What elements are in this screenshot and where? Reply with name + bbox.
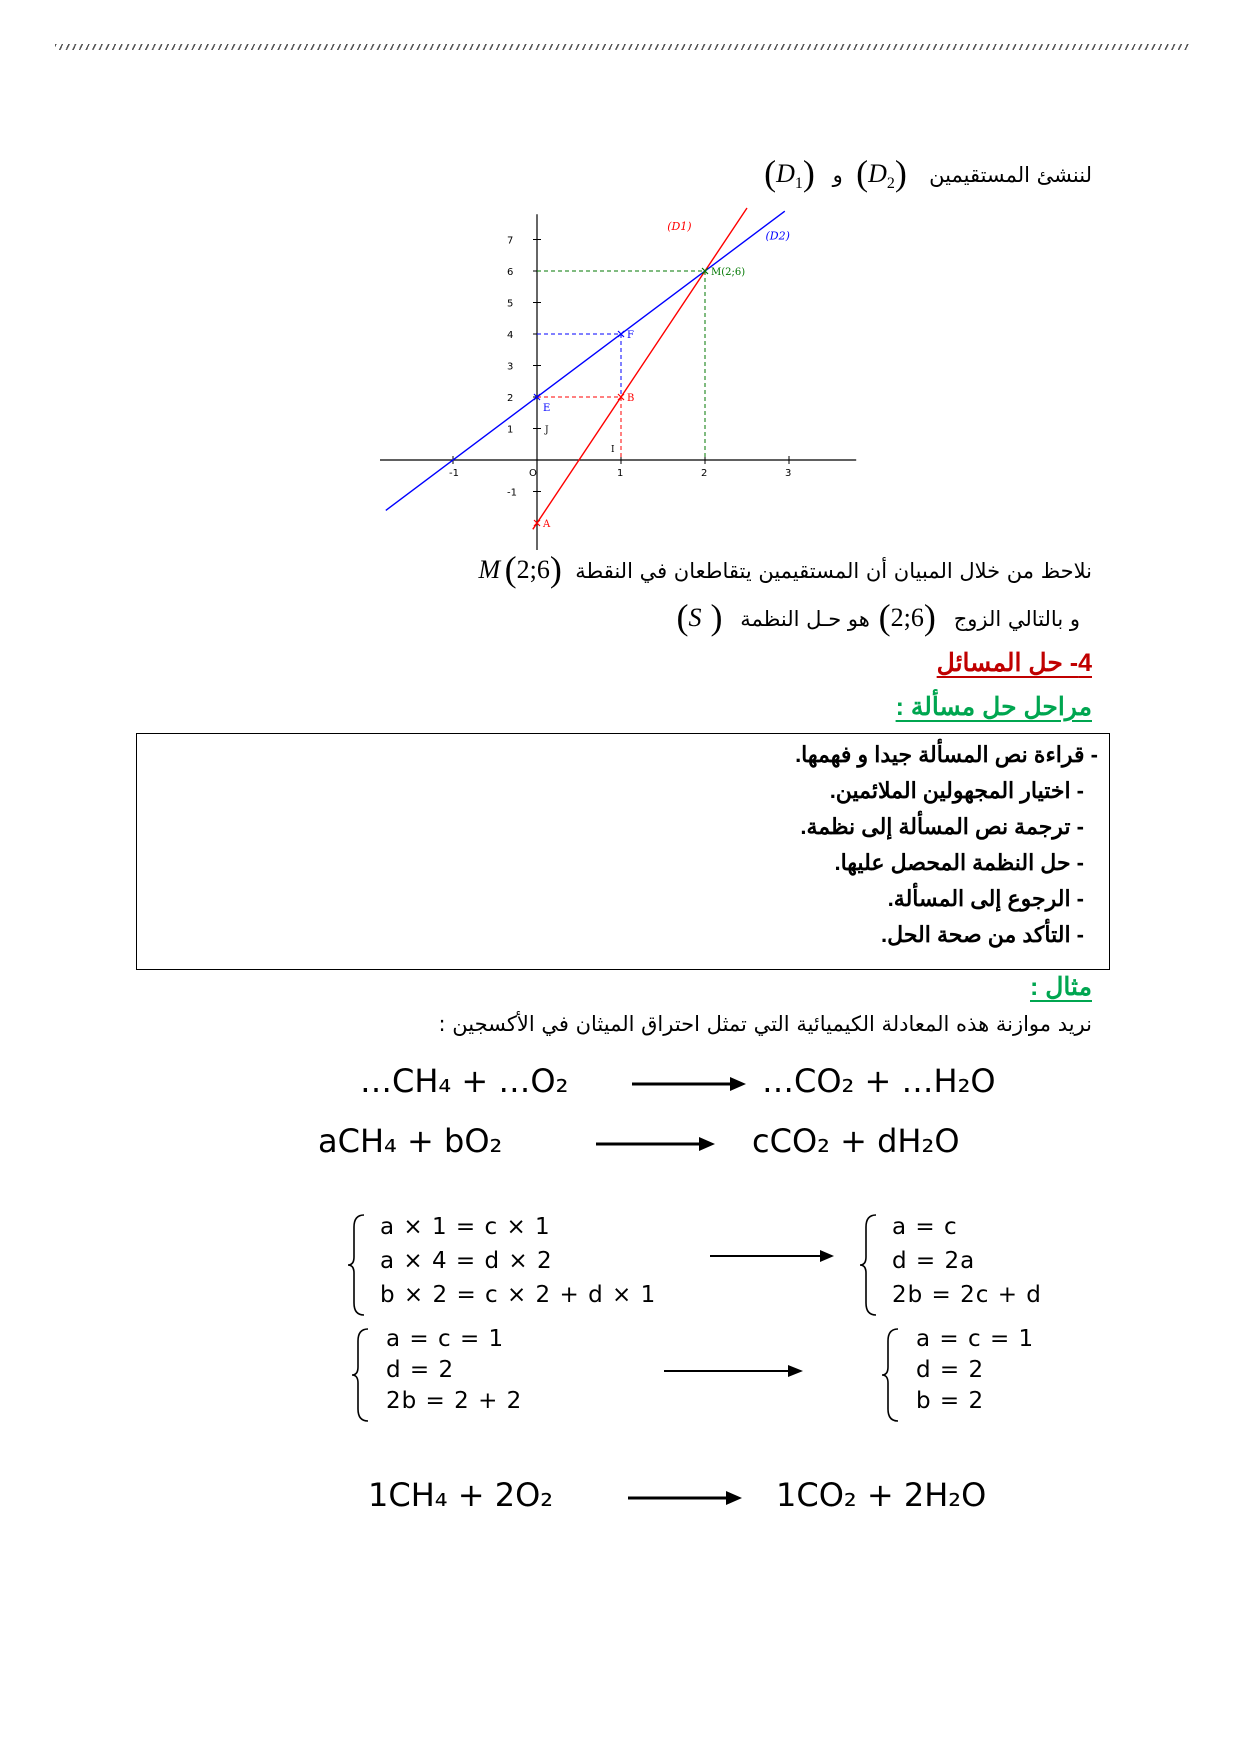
observation-text-a: و بالتالي الزوج bbox=[953, 607, 1080, 631]
reaction-arrow bbox=[628, 1486, 743, 1510]
system-equation: d = 2 bbox=[386, 1357, 455, 1383]
system-equation: a × 1 = c × 1 bbox=[380, 1214, 551, 1240]
line-d2-label: (D2) bbox=[856, 153, 907, 193]
y-tick-label: 7 bbox=[507, 235, 514, 247]
step-item: - التأكد من صحة الحل. bbox=[881, 922, 1084, 947]
y-tick-label: 5 bbox=[507, 298, 514, 310]
left-brace bbox=[350, 1327, 370, 1423]
observation-text-b: هو حـل النظمة bbox=[740, 607, 870, 631]
equation-3-left: 1CH₄ + 2O₂ bbox=[368, 1476, 554, 1514]
system-equation: b = 2 bbox=[916, 1388, 985, 1414]
x-tick-label: 1 bbox=[617, 468, 624, 479]
system-equation: b × 2 = c × 2 + d × 1 bbox=[380, 1282, 657, 1308]
observation-line-1 bbox=[479, 548, 1092, 590]
system-equation: 2b = 2c + d bbox=[892, 1282, 1042, 1308]
x-tick-label: O bbox=[529, 468, 537, 479]
system-label: (S ) bbox=[676, 597, 723, 637]
system-equation: d = 2 bbox=[916, 1357, 985, 1383]
system-4 bbox=[916, 1324, 1034, 1417]
equation-3-right: 1CO₂ + 2H₂O bbox=[776, 1476, 987, 1514]
observation-line-2 bbox=[676, 596, 1080, 638]
series-line bbox=[533, 208, 747, 529]
system-1 bbox=[380, 1210, 656, 1312]
equation-2-right: cCO₂ + dH₂O bbox=[752, 1122, 960, 1160]
implies-arrow bbox=[710, 1247, 835, 1265]
point-label: F bbox=[627, 330, 634, 341]
y-tick-label: 6 bbox=[507, 267, 514, 278]
example-intro: نريد موازنة هذه المعادلة الكيميائية التي تمثل احتراق الميثان في الأكسجين : bbox=[438, 1012, 1092, 1036]
step-item: - حل النظمة المحصل عليها. bbox=[834, 850, 1084, 875]
system-equation: a × 4 = d × 2 bbox=[380, 1248, 553, 1274]
point-label: B bbox=[627, 393, 635, 404]
system-equation: a = c = 1 bbox=[386, 1326, 505, 1352]
series-label-d1: (D1) bbox=[667, 220, 692, 234]
intro-text: لننشئ المستقيمين bbox=[929, 163, 1092, 187]
unit-label-i: I bbox=[611, 445, 615, 455]
y-tick-label: 1 bbox=[507, 424, 514, 436]
x-tick-label: -1 bbox=[449, 468, 459, 479]
step-item: - ترجمة نص المسألة إلى نظمة. bbox=[800, 814, 1084, 839]
equation-2-left: aCH₄ + bO₂ bbox=[318, 1122, 503, 1160]
point-label: E bbox=[543, 403, 551, 414]
point-label: M(2;6) bbox=[711, 267, 746, 278]
solution-pair: (2;6) bbox=[878, 597, 936, 637]
example-title: مثال : bbox=[1030, 973, 1092, 1001]
conjunction: و bbox=[832, 163, 843, 187]
system-3 bbox=[386, 1324, 522, 1417]
steps-title: مراحل حل مسألة : bbox=[895, 693, 1092, 721]
section-title: 4- حل المسائل bbox=[936, 649, 1092, 677]
system-equation: a = c bbox=[892, 1214, 958, 1240]
system-equation: 2b = 2 + 2 bbox=[386, 1388, 523, 1414]
left-brace bbox=[346, 1213, 366, 1317]
y-tick-label: -1 bbox=[507, 487, 517, 499]
equation-1-left: …CH₄ + …O₂ bbox=[360, 1062, 569, 1100]
point-label: A bbox=[543, 519, 551, 530]
y-tick-label: 2 bbox=[507, 393, 514, 404]
top-decorative-rule bbox=[55, 44, 1190, 50]
left-brace bbox=[880, 1327, 900, 1423]
left-brace bbox=[858, 1213, 878, 1317]
observation-text: نلاحظ من خلال المبيان أن المستقيمين يتقاطعان في النقطة bbox=[575, 559, 1092, 583]
line-d1-label: (D1) bbox=[764, 153, 815, 193]
step-item: - الرجوع إلى المسألة. bbox=[887, 886, 1084, 911]
system-equation: d = 2a bbox=[892, 1248, 976, 1274]
system-equation: a = c = 1 bbox=[916, 1326, 1035, 1352]
series-label-d2: (D2) bbox=[765, 229, 790, 243]
line-graph bbox=[380, 205, 860, 550]
reaction-arrow bbox=[596, 1132, 716, 1156]
implies-arrow bbox=[664, 1362, 804, 1380]
x-tick-label: 2 bbox=[701, 468, 708, 479]
x-tick-label: 3 bbox=[785, 468, 792, 479]
equation-1-right: …CO₂ + …H₂O bbox=[762, 1062, 996, 1100]
system-2 bbox=[892, 1210, 1042, 1312]
unit-label-j: J bbox=[545, 425, 549, 436]
series-line bbox=[386, 211, 785, 510]
reaction-arrow bbox=[632, 1072, 747, 1096]
y-tick-label: 4 bbox=[507, 330, 514, 341]
intro-line bbox=[764, 152, 1092, 194]
intersection-point: M (2;6) bbox=[478, 549, 562, 589]
step-item: - اختيار المجهولين الملائمين. bbox=[829, 778, 1084, 803]
step-item: - قراءة نص المسألة جيدا و فهمها. bbox=[795, 742, 1098, 767]
y-tick-label: 3 bbox=[507, 361, 514, 373]
